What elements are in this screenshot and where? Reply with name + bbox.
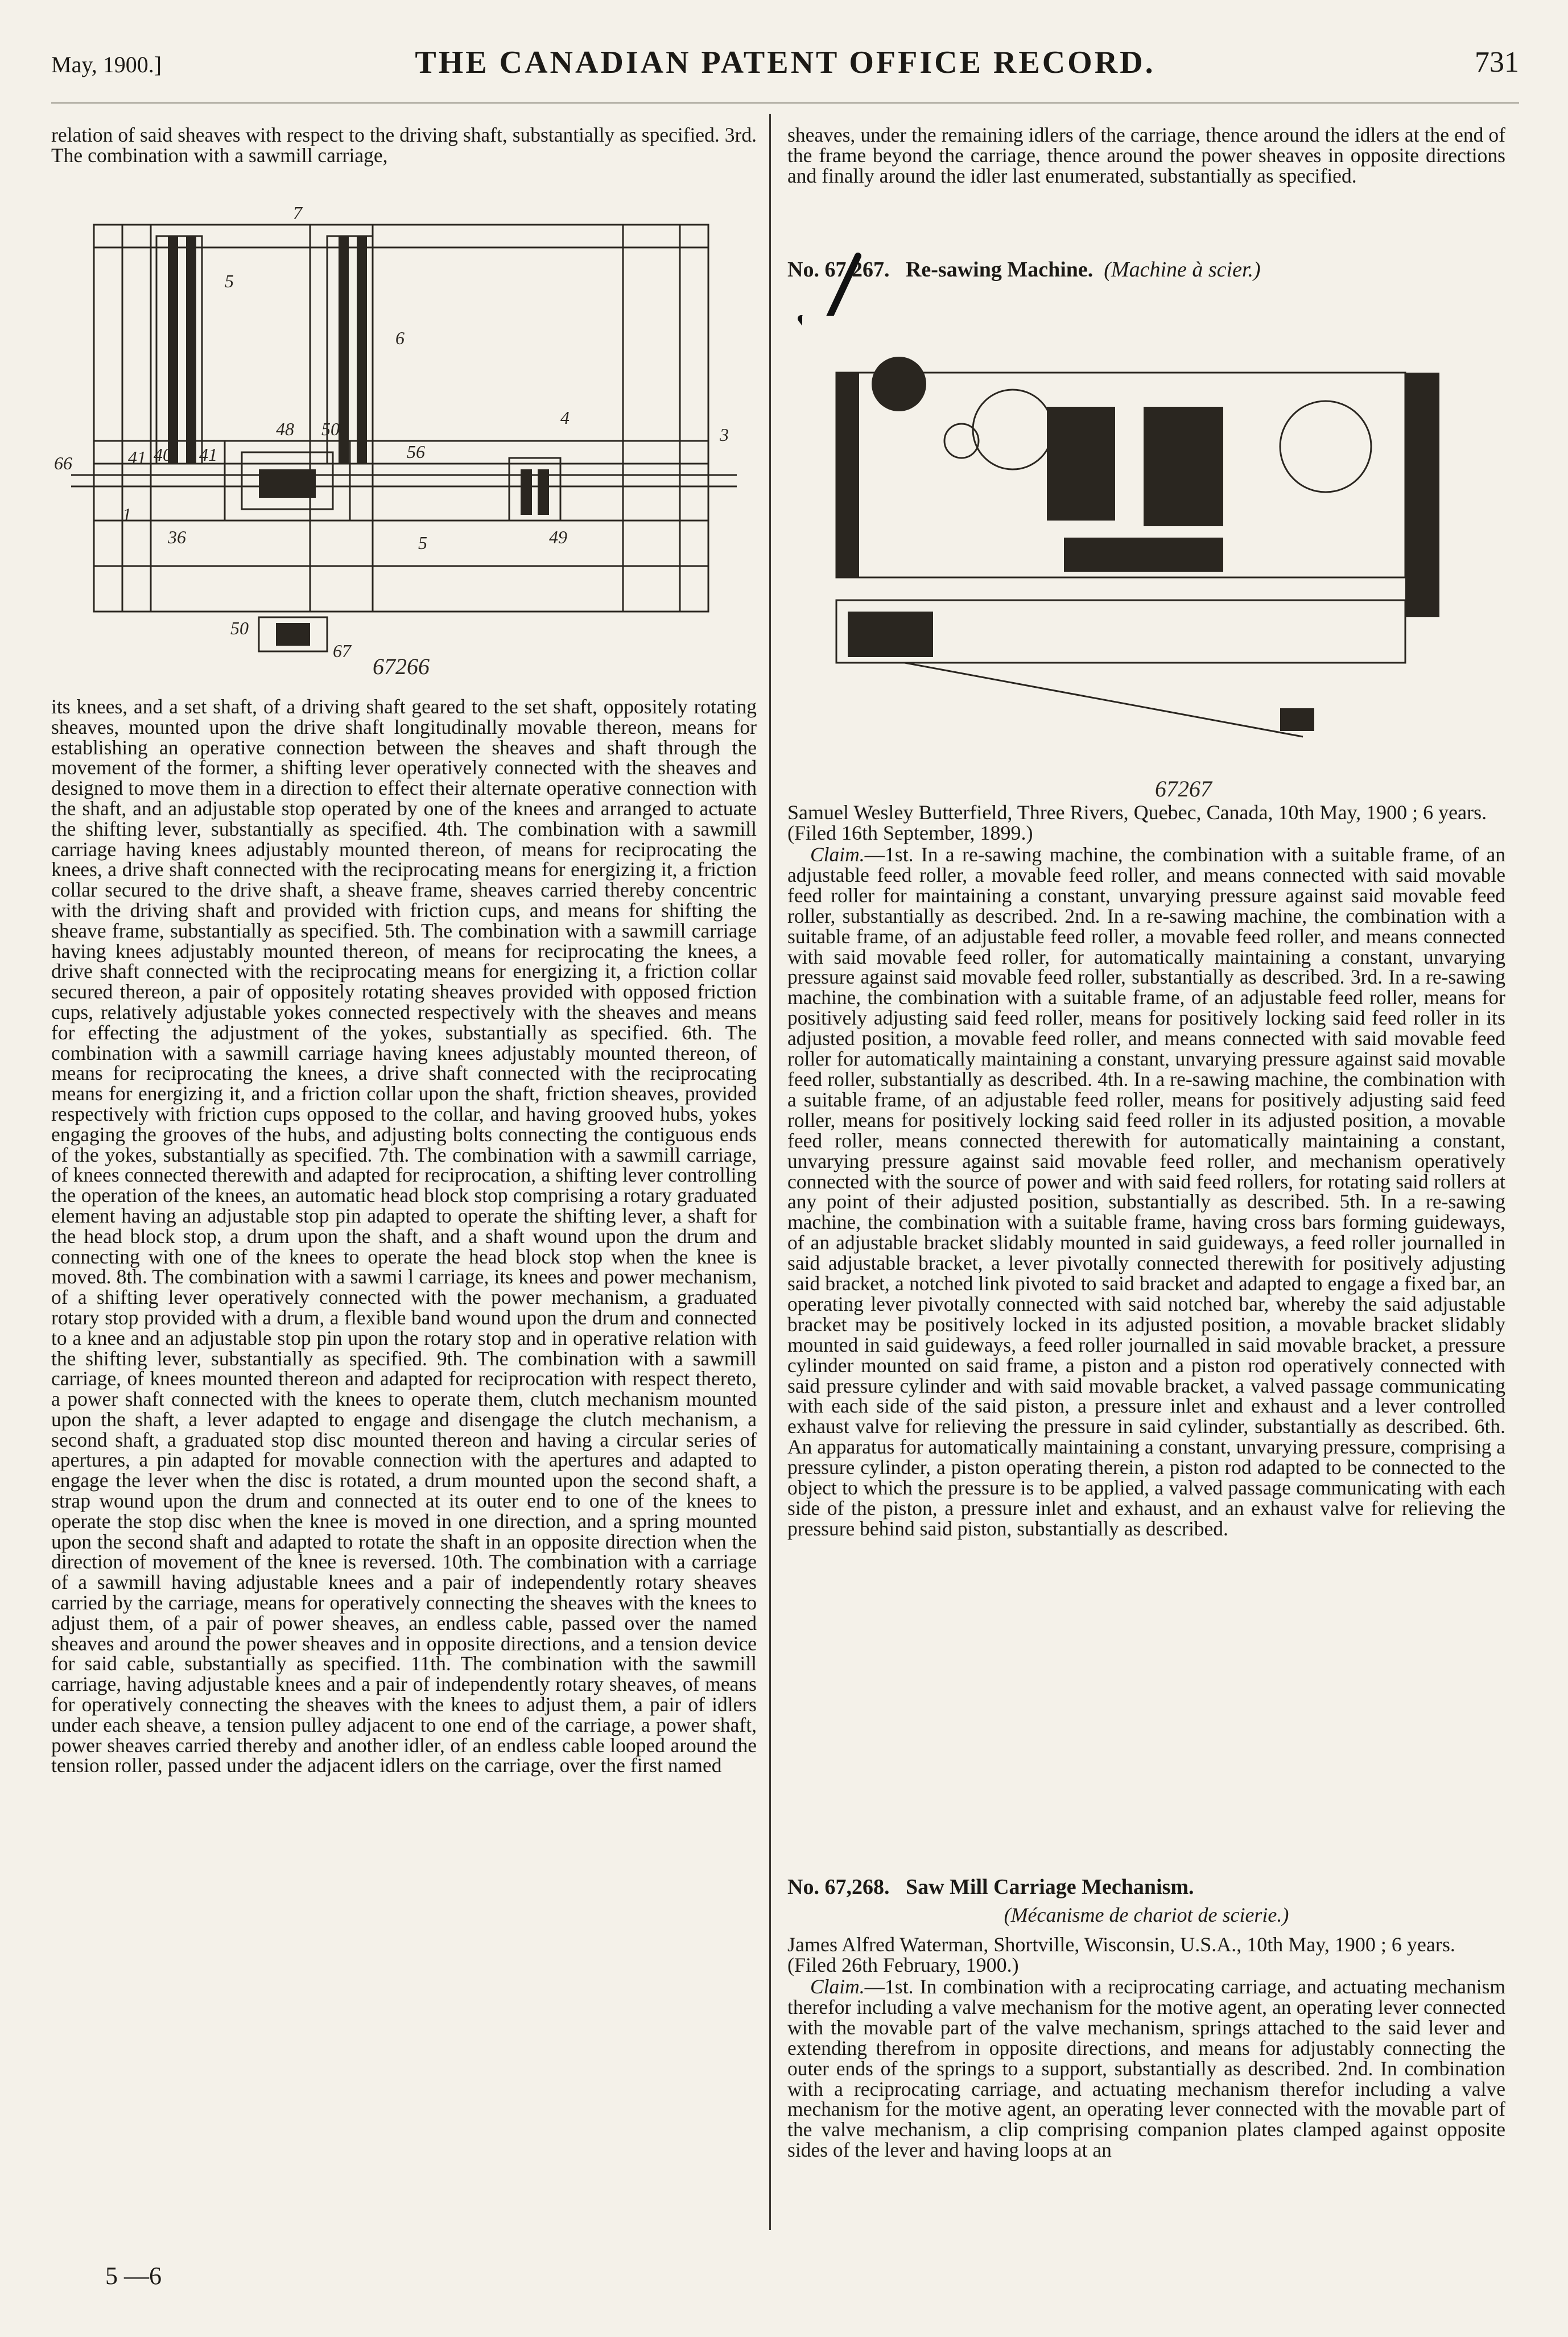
figure-67266-drawing bbox=[54, 202, 765, 686]
sawmill-carriage-figure bbox=[54, 202, 765, 686]
figure-caption: 67267 bbox=[1155, 776, 1212, 799]
header-date: May, 1900.] bbox=[51, 52, 162, 77]
figure-label: 41 bbox=[199, 444, 217, 465]
left-body-text: its knees, and a set shaft, of a driving shaft geared to the set shaft, oppositely rotating sheaves, mounted upon the drive shaft longitudinally movable thereon, means for establishing an operative connection between the sheaves and shaft through the movement of the former, a shifting lever operatively connected with the sheaves and designed to move them in a direction to effect their alternate operative connection with the shaft, and an adjustable stop operated by one of the knees and arranged to actuate the shifting lever, substantially as specified. 4th. The combination with a sawmill carriage having knees adjustably mounted thereon, of means for reciprocating the knees, a drive shaft connected with the reciprocating means for energizing it, a friction collar secured to the drive shaft, a sheave frame, sheaves carried thereby concentric with the driving shaft and provided with friction cups, and means for shifting the sheave frame, substantially as specified. 5th. The combination with a sawmill carriage having knees adjustably mounted thereon, of means for reciprocating the knees, a drive shaft connected with the reciprocating means for energizing it, a friction collar secured thereon, a pair of oppositely rotating sheaves provided with opposed friction cups, relatively adjustable yokes connected respectively with the sheaves and means for effecting the adjustment of the yokes, substantially as specified. 6th. The combination with a sawmill carriage having knees adjustably mounted thereon, of means for reciprocating the knees, a drive shaft connected with the reciprocating means for energizing it, and a friction collar upon the shaft, friction sheaves, provided respectively with friction cups opposed to the collar, and having grooved hubs, yokes engaging the grooves of the hubs, and adjusting bolts connecting the contiguous ends of the yokes, substantially as specified. 7th. The combination with a sawmill carriage, of knees connected therewith and adapted for reciprocation, a shifting lever controlling the operation of the knees, an automatic head block stop comprising a rotary graduated element having an adjustable stop pin adapted to operate the shifting lever, a shaft for the head block stop, a drum upon the shaft, and a shaft wound upon the drum and connecting with one of the knees to operate the head block stop when the knee is moved. 8th. The combination with a sawmi l carriage, its knees and power mechanism, of a shifting lever operatively connected with the power mechanism, a graduated rotary stop provided with a drum, a flexible band wound upon the drum and connected to a knee and an adjustable stop pin upon the rotary stop and in operative relation with the shifting lever, substantially as specified. 9th. The combination with a sawmill carriage, of knees mounted thereon and adapted for reciprocation with respect thereto, a power shaft connected with the knees to operate them, clutch mechanism mounted upon the shaft, a lever adapted to engage and disengage the clutch mechanism, a second shaft, a graduated stop disc mounted thereon and having a circular series of apertures, a pin adapted for movable connection with the apertures and adapted to engage the lever when the disc is rotated, a drum mounted upon the second shaft, a strap wound upon the drum and connected at its outer end to one of the knees to operate the stop disc when the knee is moved in one direction, and a spring mounted upon the second shaft and adapted to rotate the shaft in an opposite direction when the direction of movement of the knee is reversed. 10th. The combination with a carriage of a sawmill having adjustable knees and a pair of independently rotary sheaves carried by the carriage, means for operatively connecting the sheaves with the knees to adjust them, of a pair of power sheaves, an endless cable, passed over the named sheaves and around the power sheaves and in opposite directions, and a tension device for said cable, substantially as specified. 11th. The combination with the sawmill carriage, having adjustable knees and a pair of independently rotary sheaves, of means for operatively connecting the sheaves with the knees to adjust them, a pair of idlers under each sheave, a tension pulley adjacent to one end of the carriage, a power shaft, power sheaves carried thereby and another idler, of an endless cable looped around the tension roller, passed under the adjacent idlers on the carriage, over the first named bbox=[51, 695, 757, 1777]
figure-label: 5 bbox=[418, 532, 427, 553]
patent-67268-french-title: (Mécanisme de chariot de scierie.) bbox=[1004, 1904, 1289, 1926]
figure-67267-drawing bbox=[802, 316, 1513, 799]
page-number: 731 bbox=[1475, 46, 1519, 79]
figure-label: 50 bbox=[230, 618, 249, 638]
figure-label: 7 bbox=[293, 203, 302, 223]
patent-67267-claims bbox=[787, 845, 1505, 1539]
left-top-text: relation of said sheaves with respect to the driving shaft, substantially as specified. 3rd. The combination with a sawmill carriage, bbox=[51, 123, 757, 167]
figure-label: 67 bbox=[333, 641, 351, 661]
page-header bbox=[51, 40, 1519, 91]
patent-title: Re-sawing Machine. bbox=[905, 258, 1094, 282]
claim-text: —1st. In combination with a reciprocating carriage, and actuating mechanism therefor including a valve mechanism for the motive agent, an operating lever connected with the movable part of the valve mechanism, springs attached to the said lever and extending therefrom in opposite directions, and means for adjustably connecting the outer ends of the springs to a support, substantially as described. 2nd. In combination with a reciprocating carriage, and actuating mechanism therefor including a valve mechanism for the motive agent, an operating lever connected with the movable part of the valve mechanism, a clip comprising companion plates clamped against opposite sides of the lever and having loops at an bbox=[787, 1975, 1505, 2162]
signature-mark: 5 —6 bbox=[105, 2262, 162, 2290]
figure-label: 41 bbox=[128, 447, 146, 468]
right-top-text: sheaves, under the remaining idlers of the carriage, thence around the idlers at the end of the frame beyond the carriage, thence around the power sheaves in opposite directions and finally around the idler last enumerated, substantially as specified. bbox=[787, 123, 1505, 187]
figure-label: 48 bbox=[276, 419, 294, 439]
figure-label: 3 bbox=[720, 424, 729, 445]
figure-label: 4 bbox=[560, 407, 570, 428]
figure-label: 1 bbox=[122, 504, 131, 525]
patent-67267-inventor: Samuel Wesley Butterfield, Three Rivers, Quebec, Canada, 10th May, 1900 ; 6 years. (Filed 16th September, 1899.) bbox=[787, 801, 1487, 844]
claim-label: Claim. bbox=[810, 1975, 865, 1998]
patent-67268-claims bbox=[787, 1977, 1505, 2161]
patent-french-title: (Machine à scier.) bbox=[1104, 258, 1261, 282]
claim-label: Claim. bbox=[810, 843, 865, 866]
figure-label: 66 bbox=[54, 453, 72, 473]
header-rule bbox=[51, 102, 1519, 104]
figure-label: 50 bbox=[321, 419, 340, 439]
header-title: THE CANADIAN PATENT OFFICE RECORD. bbox=[415, 45, 1156, 80]
figure-label: 56 bbox=[407, 441, 425, 462]
patent-67268-inventor: James Alfred Waterman, Shortville, Wisconsin, U.S.A., 10th May, 1900 ; 6 years. (Filed 26th February, 1900.) bbox=[787, 1933, 1455, 1976]
figure-label: 40 bbox=[154, 444, 172, 465]
claim-text: —1st. In a re-sawing machine, the combination with a suitable frame, of an adjustable feed roller, a movable feed roller, and means connected with said movable feed roller for maintaining a constant, unvarying pressure against said movable feed roller, substantially as described. 2nd. In a re-sawing machine, the combination with a suitable frame, of an adjustable feed roller, a movable feed roller, and means connected with said movable feed roller, for automatically maintaining a constant, unvarying pressure against said movable feed roller, substantially as described. 3rd. In a re-sawing machine, the combination with a suitable frame, of an adjustable feed roller, means for positively adjusting said feed roller, means for positively locking said feed roller in its adjusted position, a movable feed roller, and means connected with said movable feed roller for automatically maintaining a constant, unvarying pressure against said movable feed roller, substantially as described. 4th. In a re-sawing machine, the combination with a suitable frame, of an adjustable feed roller, means for positively adjusting said feed roller, means for positively locking said feed roller in its adjusted position, a movable feed roller, means connected therewith for automatically maintaining a constant, unvarying pressure against said movable feed roller, and mechanism operatively connected with the source of power and with said feed rollers, for rotating said rollers at any point of their adjusted position, substantially as described. 5th. In a re-sawing machine, the combination with a suitable frame, having cross bars forming guideways, of an adjustable bracket slidably mounted in said guideways, a feed roller journalled in said adjustable bracket, a lever pivotally connected therewith for positively adjusting said bracket, a notched link pivoted to said bracket and adapted to engage a fixed bar, an operating lever pivotally connected with said notched bar, whereby the said adjustable bracket may be positively locked in its adjusted position, a movable bracket slidably mounted in said guideways, a feed roller journalled in said movable bracket, a pressure cylinder mounted on said frame, a piston and a piston rod operatively connected with said pressure cylinder and with said movable bracket, a valved passage communicating with each side of the said piston, a pressure inlet and exhaust and a lever controlled exhaust valve for relieving the pressure in said cylinder, substantially as described. 6th. An apparatus for automatically maintaining a constant, unvarying pressure, comprising a pressure cylinder, a piston operating therein, a piston rod adapted to be connected to the object to which the pressure is to be applied, a valved passage communicating with each side of the piston, a pressure inlet and exhaust, and an exhaust valve for relieving the pressure behind said piston, substantially as described. bbox=[787, 843, 1505, 1540]
patent-number: No. 67,268. bbox=[787, 1875, 890, 1899]
patent-number: No. 67,267. bbox=[787, 258, 890, 282]
patent-title: Saw Mill Carriage Mechanism. bbox=[905, 1875, 1194, 1899]
patent-67268-heading bbox=[787, 1874, 1194, 1900]
column-divider bbox=[769, 114, 771, 2230]
figure-label: 5 bbox=[225, 271, 234, 291]
figure-label: 6 bbox=[395, 328, 405, 348]
figure-caption: 67266 bbox=[373, 654, 430, 679]
figure-label: 49 bbox=[549, 527, 567, 547]
figure-label: 36 bbox=[168, 527, 186, 547]
resawing-machine-figure bbox=[802, 316, 1513, 799]
